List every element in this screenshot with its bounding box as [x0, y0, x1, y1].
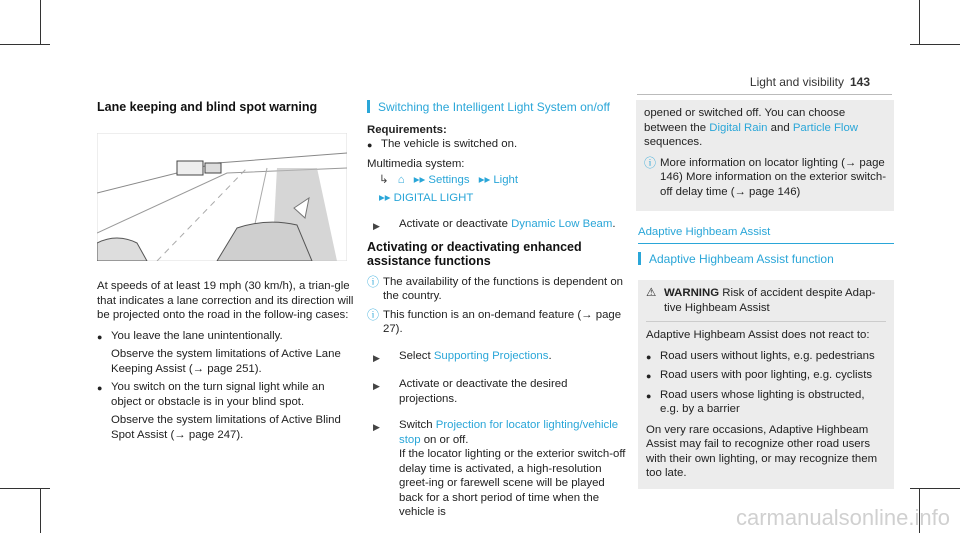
- info-icon: ⓘ: [644, 155, 657, 170]
- home-icon: ⌂: [397, 174, 405, 186]
- crop-mark: [0, 44, 50, 45]
- requirements-title: Requirements:: [367, 123, 447, 136]
- path-digital-light: DIGITAL LIGHT: [393, 191, 474, 204]
- path-settings: Settings: [428, 174, 470, 186]
- watermark: carmanualsonline.info: [735, 505, 950, 530]
- warning-icon: ⚠: [646, 287, 657, 299]
- step-item: ▶ Switch Projection for locator lighting/vehicle stop on or off. If the locator lighting or the exterior switch-off delay time is activated, a high-resolution greet-ing or farewell scene will be played back for a short period of time when the vehicle is: [373, 419, 626, 518]
- section-heading: Switching the Intelligent Light System on/off: [367, 100, 627, 115]
- list-item: ● Road users whose lighting is obstructed, e.g. by a barrier: [646, 388, 865, 415]
- warning-body: On very rare occasions, Adaptive Highbeam Assist may fail to recognize other road users with their own lighting, or may recognize them too late.: [646, 423, 878, 479]
- crop-mark: [919, 0, 920, 45]
- menu-path: ↳ ⌂ ▸▸ Settings ▸▸ Light ▸▸ DIGITAL LIGHT: [379, 174, 519, 204]
- list-item: ● The vehicle is switched on.: [367, 138, 518, 150]
- info-item: ⓘ This function is an on-demand feature (→ page 27).: [367, 307, 622, 335]
- column-3: [638, 100, 894, 489]
- step-item: ▶ Activate or deactivate Dynamic Low Beam.: [373, 218, 616, 231]
- column-2: [367, 100, 627, 526]
- crop-mark: [910, 488, 960, 489]
- warning-box: ⚠ WARNING Risk of accident despite Adap-tive Highbeam Assist Adaptive Highbeam Assist does not react to: ● Road users without lights, e.g. pedestrians ● Road users with poor lighting, e.g. cyclists ● Road users whose lighting is obstructed, e.g. by a barrier On very rare occasions, Adaptive Highbeam Assist may fail to recognize other road users with their own lighting, or may recognize them too late.: [638, 280, 894, 489]
- page-number: 143: [849, 75, 870, 89]
- step-item: ▶ Select Supporting Projections.: [373, 349, 552, 363]
- header-rule: [637, 94, 892, 95]
- section-title: Lane keeping and blind spot warning: [97, 100, 318, 114]
- bullet-note: Observe the system limitations of Active Blind Spot Assist (→ page 247).: [111, 414, 341, 441]
- multimedia-label: Multimedia system:: [367, 157, 465, 170]
- bullet-note: Observe the system limitations of Active Lane Keeping Assist (→ page 251).: [111, 348, 341, 375]
- info-item: ⓘ The availability of the functions is dependent on the country.: [367, 274, 623, 302]
- step-item: ▶ Activate or deactivate the desired projections.: [373, 378, 568, 405]
- info-item: ⓘ More information on locator lighting (→ page 146) More information on the exterior switch-off delay time (→ page 146): [644, 155, 887, 198]
- bullet-text: You leave the lane unintentionally.: [111, 329, 283, 342]
- subsection-heading: Adaptive Highbeam Assist function: [638, 252, 894, 267]
- running-header: [750, 75, 870, 89]
- bullet-text: You switch on the turn signal light while an object or obstacle is in your blind spot.: [111, 381, 325, 408]
- crop-mark: [0, 488, 50, 489]
- list-item: ● Road users with poor lighting, e.g. cyclists: [646, 369, 873, 381]
- crop-mark: [40, 488, 41, 533]
- intro-text: At speeds of at least 19 mph (30 km/h), a trian-gle that indicates a lane correction and its direction will be projected onto the road in the follow-ing cases:: [97, 280, 354, 321]
- crop-mark: [910, 44, 960, 45]
- warning-body: Adaptive Highbeam Assist does not react to:: [646, 329, 870, 341]
- info-icon: ⓘ: [367, 307, 380, 322]
- continued-block: opened or switched off. You can choose between the Digital Rain and Particle Flow sequences. ⓘ More information on locator lighting (→ page 146) More information on the exterior switch-off delay time (→ page 146): [636, 100, 894, 211]
- road-illustration: [97, 133, 347, 261]
- subsection-title: Activating or deactivating enhanced assistance functions: [367, 239, 582, 268]
- section-title: Adaptive Highbeam Assist: [638, 225, 894, 244]
- list-item: ● You switch on the turn signal light while an object or obstacle is in your blind spot. Observe the system limitations of Active Blind Spot Assist (→ page 247).: [97, 380, 355, 442]
- info-icon: ⓘ: [367, 274, 380, 289]
- path-light: Light: [493, 174, 519, 186]
- section-name: Light and visibility: [749, 75, 844, 89]
- column-1: [97, 100, 355, 446]
- crop-mark: [40, 0, 41, 45]
- list-item: ● You leave the lane unintentionally. Observe the system limitations of Active Lane Keeping Assist (→ page 251).: [97, 329, 355, 377]
- list-item: ● Road users without lights, e.g. pedestrians: [646, 349, 875, 362]
- step-detail: If the locator lighting or the exterior switch-off delay time is activated, a high-resolution greet-ing or farewell scene will be played back for a short period of time when the vehicle is: [399, 448, 626, 518]
